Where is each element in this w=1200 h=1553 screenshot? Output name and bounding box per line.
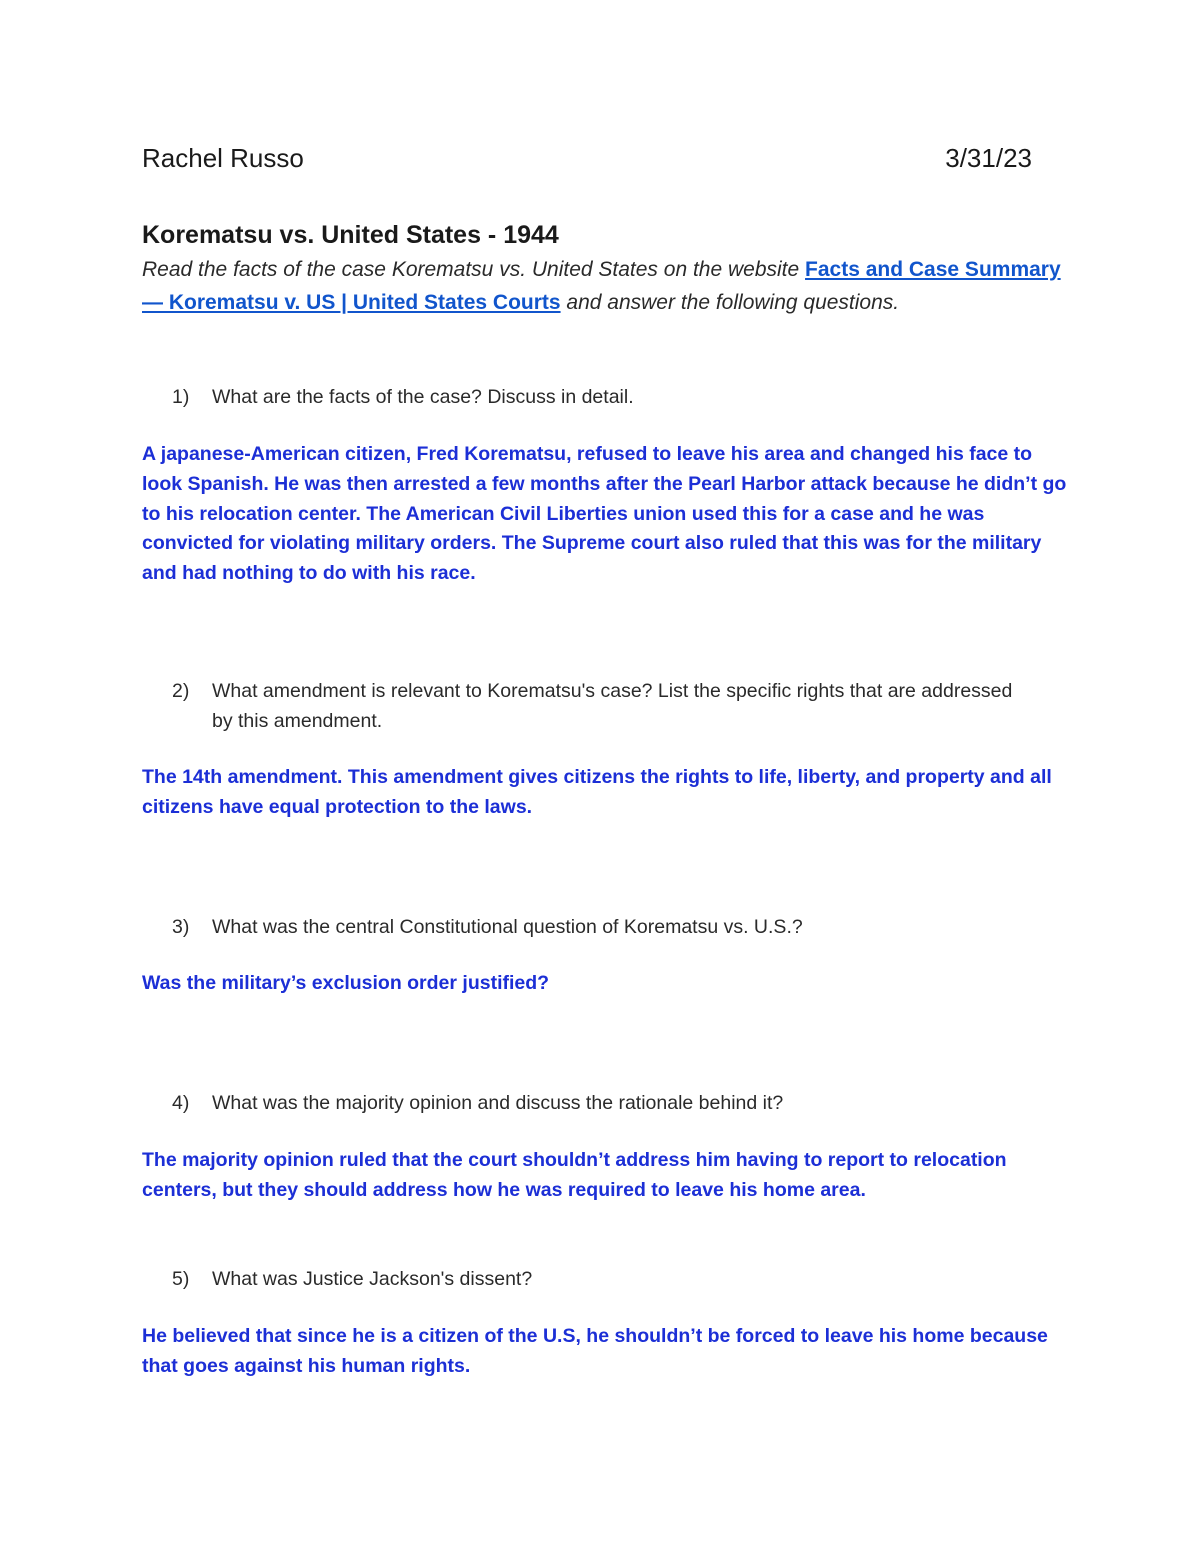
- header-row: [142, 140, 1032, 176]
- question-number: 1): [172, 386, 190, 408]
- question-text: What was the central Constitutional question of Korematsu vs. U.S.?: [212, 916, 803, 938]
- question-4: [172, 1088, 1032, 1118]
- answer-4: The majority opinion ruled that the court shouldn’t address him having to report to relocation centers, but they should address how he was required to leave his home area.: [142, 1149, 1007, 1201]
- question-number: 3): [172, 916, 190, 938]
- question-5: [172, 1264, 1032, 1294]
- question-number: 2): [172, 680, 190, 702]
- intro-text-before: Read the facts of the case Korematsu vs. United States on the website: [142, 258, 806, 281]
- answer-1: A japanese-American citizen, Fred Korematsu, refused to leave his area and changed his face to look Spanish. He was then arrested a few months after the Pearl Harbor attack because he didn’t go to his relocation center. The American Civil Liberties union used this for a case and he was convicted for violating military orders. The Supreme court also ruled that this was for the military and had nothing to do with his race.: [142, 443, 1067, 585]
- document-title: Korematsu vs. United States - 1944: [142, 221, 559, 249]
- question-text: What are the facts of the case? Discuss in detail.: [212, 386, 634, 408]
- intro-paragraph: [142, 254, 1072, 319]
- facts-summary-link[interactable]: Facts and Case Summary — Korematsu v. US | United States Courts: [142, 258, 1061, 314]
- document-date: 3/31/23: [945, 143, 1032, 173]
- question-number: 4): [172, 1092, 190, 1114]
- question-text: What amendment is relevant to Korematsu's case? List the specific rights that are addressed by this amendment.: [212, 680, 1013, 732]
- answer-5: He believed that since he is a citizen of the U.S, he shouldn’t be forced to leave his home because that goes against his human rights.: [142, 1325, 1048, 1377]
- student-name: Rachel Russo: [142, 143, 304, 173]
- answer-2: The 14th amendment. This amendment gives citizens the rights to life, liberty, and property and all citizens have equal protection to the laws.: [142, 766, 1052, 818]
- intro-text-after: and answer the following questions.: [560, 290, 900, 314]
- question-text: What was Justice Jackson's dissent?: [212, 1268, 533, 1290]
- answer-3: Was the military’s exclusion order justified?: [142, 972, 550, 994]
- question-text: What was the majority opinion and discuss the rationale behind it?: [212, 1092, 784, 1114]
- question-2: [172, 676, 1032, 736]
- question-3: [172, 912, 1032, 942]
- question-1: [172, 382, 1032, 412]
- question-number: 5): [172, 1268, 190, 1290]
